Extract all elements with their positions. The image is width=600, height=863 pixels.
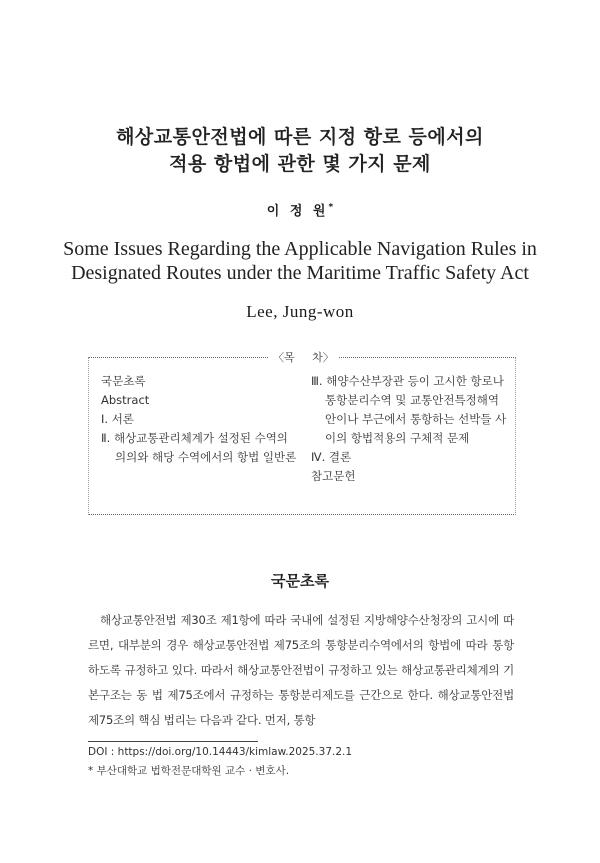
- title-en-line1: Some Issues Regarding the Applicable Navigation Rules in: [63, 238, 537, 260]
- abstract-body: 해상교통안전법 제30조 제1항에 따라 국내에 설정된 지방해양수산청장의 고시에 따르면, 대부분의 경우 해상교통안전법 제75조의 통항분리수역에서의 항법에 따라 통항하도록 규정하고 있다. 따라서 해상교통안전법이 규정하고 있는 해상교통관리체계의 기본구조는 동 법 제75조에서 규정하는 통항분리제도를 근간으로 한다. 해상교통안전법 제75조의 핵심 법리는 다음과 같다. 먼저, 통항: [88, 613, 514, 727]
- toc-item: Ⅳ. 결론: [311, 450, 352, 464]
- title-ko-line1: 해상교통안전법에 따른 지정 항로 등에서의: [116, 126, 484, 148]
- toc-item: Abstract: [101, 393, 150, 407]
- author-ko: [0, 200, 600, 219]
- toc-item: Ⅱ. 해상교통관리체계가 설정된 수역의 의의와 해당 수역에서의 항법 일반론: [101, 431, 297, 464]
- section-title-abstract: 국문초록: [271, 572, 329, 590]
- title-en-line2: Designated Routes under the Maritime Traffic Safety Act: [71, 262, 529, 284]
- title-ko-line2: 적용 항법에 관한 몇 가지 문제: [169, 153, 431, 175]
- toc-left-column: [101, 372, 299, 467]
- author-ko-mark: *: [328, 202, 334, 213]
- toc-item: Ⅲ. 해양수산부장관 등이 고시한 항로나 통항분리수역 및 교통안전특정해역 안이나 부근에서 통항하는 선박들 사이의 항법적용의 구체적 문제: [311, 374, 507, 445]
- footnote-rule: [88, 741, 258, 742]
- table-of-contents: [88, 351, 516, 515]
- footnote-affiliation: * 부산대학교 법학전문대학원 교수 · 변호사.: [88, 765, 290, 777]
- author-en: Lee, Jung-won: [246, 302, 354, 321]
- footnote-doi: DOI : https://doi.org/10.14443/kimlaw.2025.37.2.1: [88, 746, 353, 758]
- toc-item: 국문초록: [101, 374, 146, 388]
- toc-heading: 〈목 차〉: [269, 349, 338, 365]
- author-ko-name: 이 정 원: [266, 204, 329, 219]
- toc-item: Ⅰ. 서론: [101, 412, 134, 426]
- toc-right-column: [311, 372, 511, 486]
- toc-item: 참고문헌: [311, 469, 356, 483]
